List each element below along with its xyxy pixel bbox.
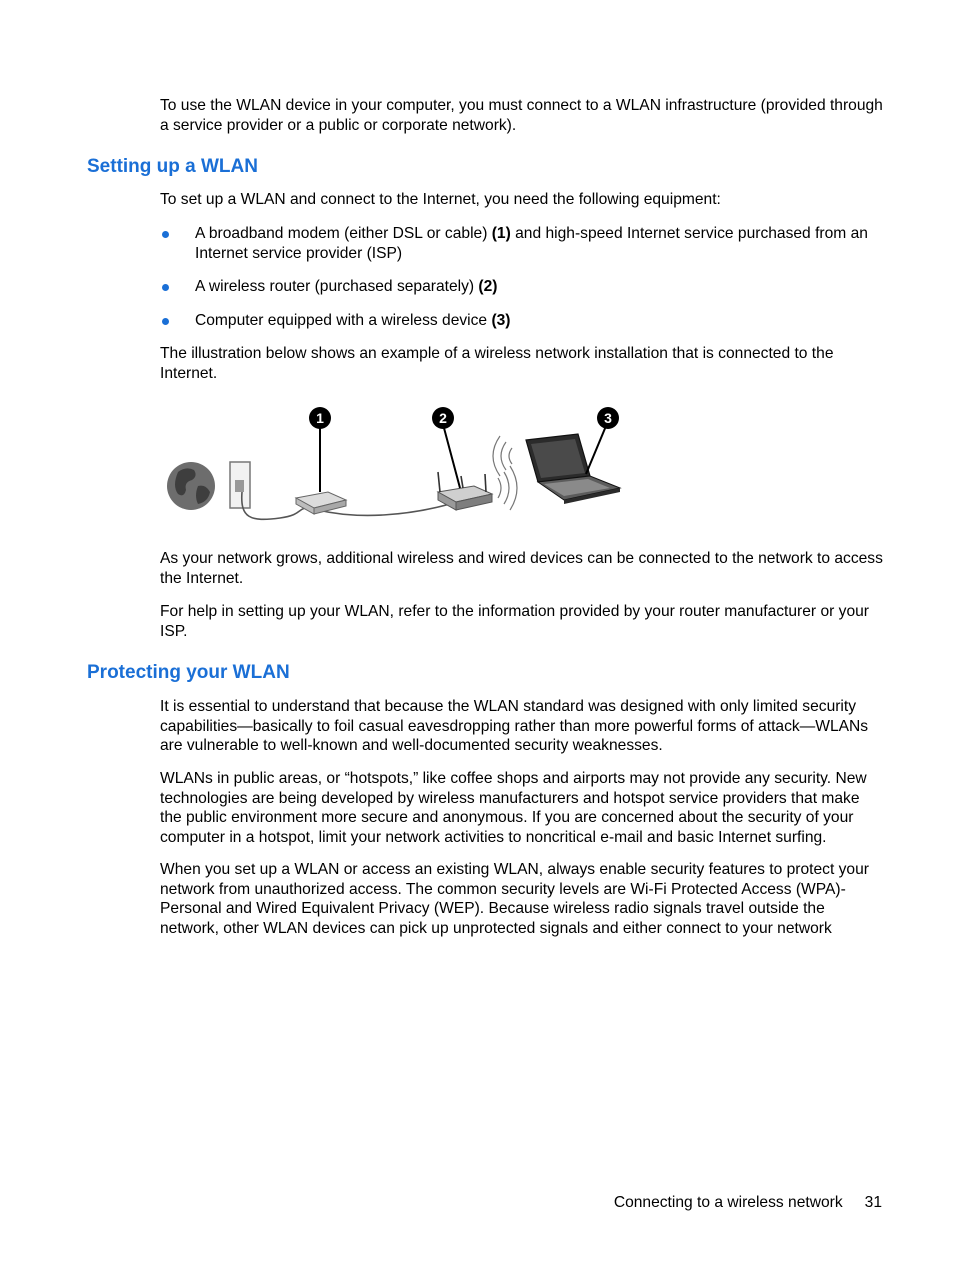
list-item-text: A broadband modem (either DSL or cable) (1) and high-speed Internet service purchased from an Internet service provider (ISP): [195, 225, 868, 262]
bullet-icon: [162, 284, 169, 291]
illustration-caption: The illustration below shows an example of a wireless network installation that is connected to the Internet.: [160, 345, 834, 382]
svg-text:1: 1: [316, 410, 324, 426]
list-item-text: Computer equipped with a wireless device (3): [195, 312, 511, 329]
bullet-icon: [162, 318, 169, 325]
callout-1: [309, 407, 331, 429]
protect-paragraph-3: When you set up a WLAN or access an existing WLAN, always enable security features to protect your network from unauthorized access. The common security levels are Wi-Fi Protected Access (WPA)-Personal and Wired Equivalent Privacy (WEP). Because wireless radio signals travel outside the network, other WLAN devices can pick up unprotected signals and either connect to your network: [160, 861, 869, 937]
footer-section-title: Connecting to a wireless network: [613, 1194, 843, 1211]
intro-paragraph: To use the WLAN device in your computer, you must connect to a WLAN infrastructure (provided through a service provider or a public or corporate network).: [160, 97, 883, 134]
page-footer: [614, 1193, 882, 1213]
modem-icon: [296, 492, 346, 514]
bullet-icon: [162, 231, 169, 238]
wireless-signal-icon: [498, 466, 517, 510]
wireless-signal-icon: [493, 436, 512, 476]
setup-help-paragraph: For help in setting up your WLAN, refer to the information provided by your router manufacturer or your ISP.: [160, 603, 869, 640]
protect-paragraph-1: It is essential to understand that because the WLAN standard was designed with only limited security capabilities—basically to foil casual eavesdropping rather than more powerful forms of attack—WLANs are vulnerable to well-known and well-documented security weaknesses.: [160, 698, 869, 755]
protect-paragraph-2: WLANs in public areas, or “hotspots,” like coffee shops and airports may not provide any security. New technologies are being developed by wireless manufacturers and hotspot service providers that make the public environment more secure and anonymous. If you are concerned about the security of your computer in a hotspot, limit your network activities to noncritical e-mail and basic Internet surfing.: [160, 770, 867, 846]
router-icon: [438, 472, 492, 510]
wall-jack-icon: [230, 462, 250, 508]
wireless-network-illustration: [160, 400, 630, 530]
laptop-icon: [526, 434, 620, 504]
svg-text:3: 3: [604, 410, 612, 426]
list-item-text: A wireless router (purchased separately) (2): [195, 278, 498, 295]
svg-text:2: 2: [439, 410, 447, 426]
globe-icon: [167, 462, 215, 510]
callout-3: [597, 407, 619, 429]
setup-lead-paragraph: To set up a WLAN and connect to the Internet, you need the following equipment:: [160, 191, 721, 208]
section-heading-protect: Protecting your WLAN: [87, 662, 290, 683]
page-number: 31: [864, 1194, 882, 1211]
callout-2: [432, 407, 454, 429]
network-grows-paragraph: As your network grows, additional wireless and wired devices can be connected to the network to access the Internet.: [160, 550, 883, 587]
section-heading-setup: Setting up a WLAN: [87, 156, 258, 177]
